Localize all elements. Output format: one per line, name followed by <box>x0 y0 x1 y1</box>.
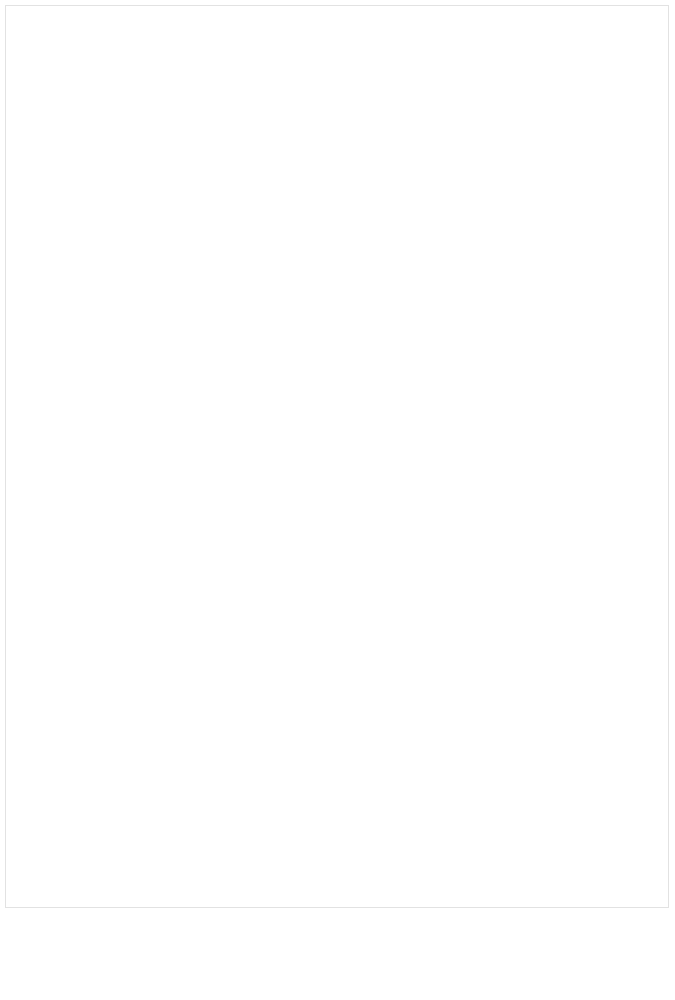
nutrition-table-panel <box>5 5 669 908</box>
